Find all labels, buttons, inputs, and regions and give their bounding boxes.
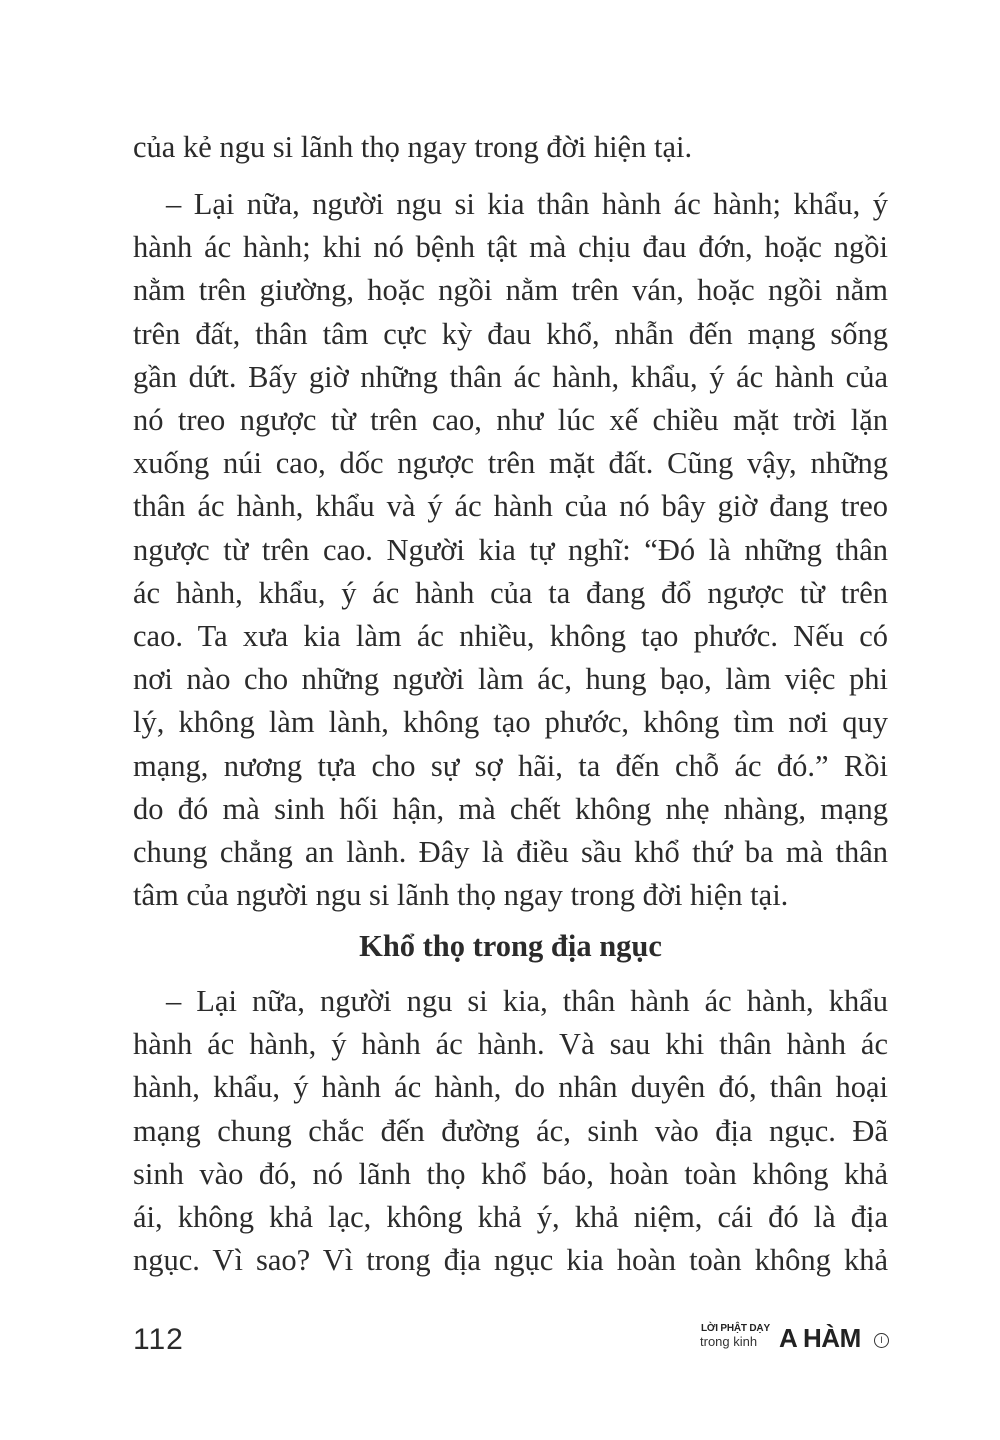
text-line: hành ác hành, ý hành ác hành. Và sau khi thân hành ác	[133, 1027, 888, 1062]
text-line: nơi nào cho những người làm ác, hung bạo, làm việc phi	[133, 662, 888, 697]
text-line: lý, không làm lành, không tạo phước, không tìm nơi quy	[133, 705, 888, 740]
text-line: sinh vào đó, nó lãnh thọ khổ báo, hoàn toàn không khả	[133, 1156, 888, 1191]
text-line: tâm của người ngu si lãnh thọ ngay trong đời hiện tại.	[133, 878, 789, 913]
text-line: trên đất, thân tâm cực kỳ đau khổ, nhẫn đến mạng sống	[133, 316, 888, 351]
logo-line-2: trong kinh	[700, 1334, 758, 1349]
text-line: nằm trên giường, hoặc ngồi nằm trên ván, hoặc ngồi nằm	[133, 273, 888, 308]
text-line: hành ác hành; khi nó bệnh tật mà chịu đau đớn, hoặc ngồi	[133, 230, 888, 265]
volume-badge: I	[874, 1333, 889, 1348]
section-heading: Khổ thọ trong địa ngục	[359, 929, 662, 963]
text-line: do đó mà sinh hối hận, mà chết không nhẹ nhàng, mạng	[133, 791, 888, 826]
text-line: thân ác hành, khẩu và ý ác hành của nó bây giờ đang treo	[133, 489, 888, 524]
text-line: ngược từ trên cao. Người kia tự nghĩ: “Đó là những thân	[133, 532, 888, 567]
book-series-logo	[700, 1323, 890, 1363]
text-line: mạng chung chắc đến đường ác, sinh vào địa ngục. Đã	[133, 1113, 888, 1148]
paragraph-hell-suffering	[133, 980, 888, 1282]
text-line: – Lại nữa, người ngu si kia thân hành ác hành; khẩu, ý	[166, 187, 888, 221]
text-line: ái, không khả lạc, không khả ý, khả niệm, cái đó là địa	[133, 1200, 888, 1235]
text-line: hành, khẩu, ý hành ác hành, do nhân duyên đó, thân hoại	[133, 1070, 888, 1105]
text-line: mạng, nương tựa cho sự sợ hãi, ta đến chỗ ác đó.” Rồi	[133, 748, 888, 783]
text-line: chung chẳng an lành. Đây là điều sầu khổ thứ ba mà thân	[133, 835, 888, 870]
text-line: ngục. Vì sao? Vì trong địa ngục kia hoàn toàn không khả	[133, 1243, 888, 1278]
logo-line-1: LỜI PHẬT DẠY	[701, 1323, 770, 1334]
page-number: 112	[133, 1323, 184, 1356]
text-line: – Lại nữa, người ngu si kia, thân hành ác hành, khẩu	[166, 984, 888, 1018]
text-line: ác hành, khẩu, ý ác hành của ta đang đổ ngược từ trên	[133, 575, 888, 610]
text-line: nó treo ngược từ trên cao, như lúc xế chiều mặt trời lặn	[133, 403, 888, 438]
text-line: của kẻ ngu si lãnh thọ ngay trong đời hiện tại.	[133, 130, 693, 164]
text-line: cao. Ta xưa kia làm ác nhiều, không tạo phước. Nếu có	[133, 619, 888, 654]
text-line: xuống núi cao, dốc ngược trên mặt đất. Cũng vậy, những	[133, 446, 888, 481]
paragraph-third-suffering	[133, 183, 888, 917]
continuation-text	[133, 126, 888, 169]
logo-title: A HÀM	[779, 1323, 861, 1353]
text-line: gần dứt. Bấy giờ những thân ác hành, khẩu, ý ác hành của	[133, 359, 888, 394]
